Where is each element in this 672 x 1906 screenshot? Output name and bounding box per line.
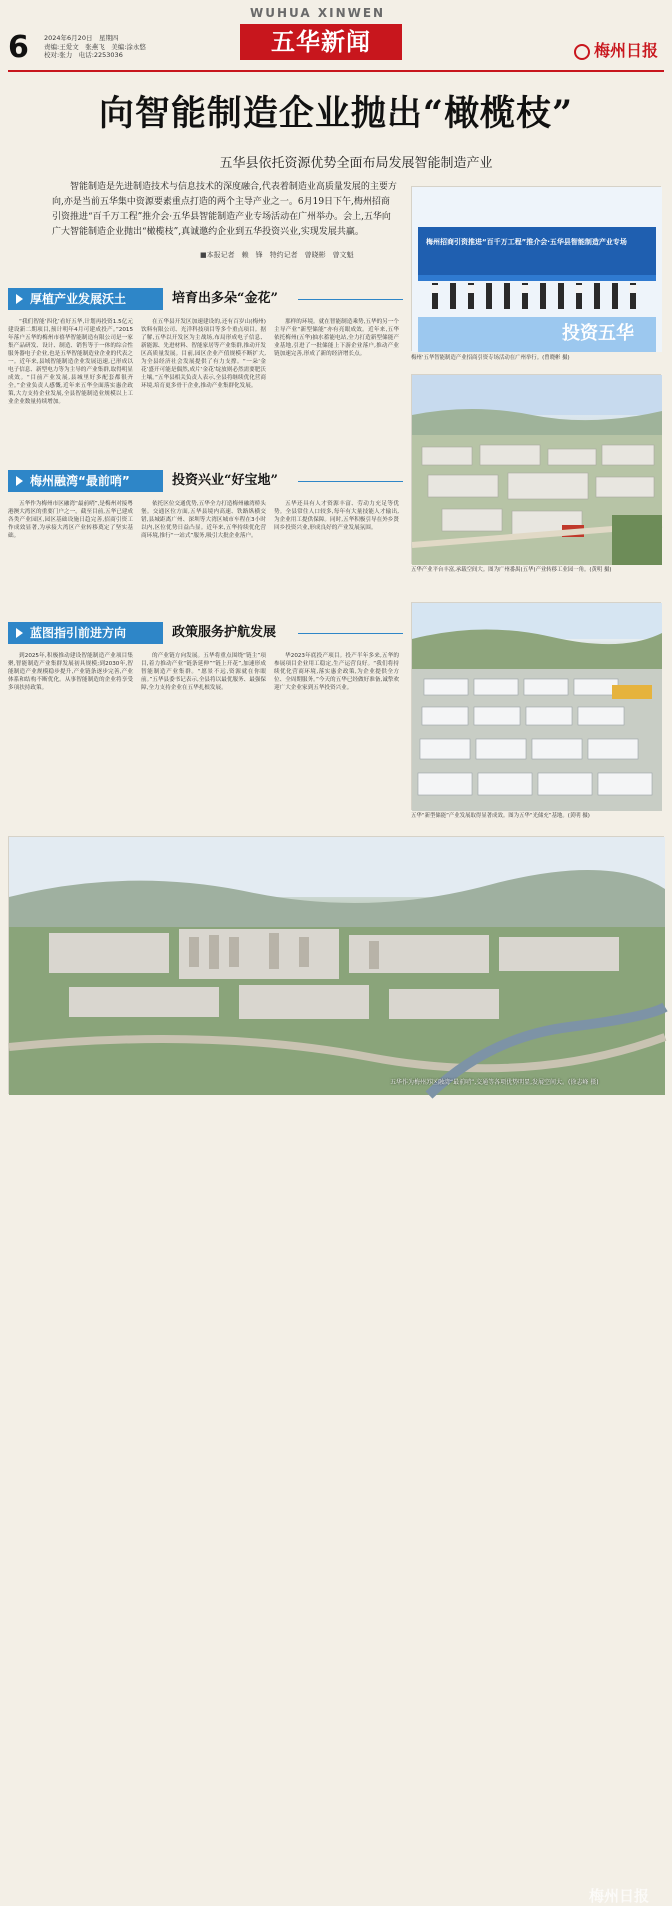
section3-paragraph: 的产业链方向发展。五华将重点围绕“链主”项目,着力推动产业“链条延伸”“链上开花”,加速形成智能制造产业集群。“愿景不远,资源就在你眼前。”五华县委书记表示,全县将以最优服务、最强保障,全力支持企业在五华扎根发展。 bbox=[141, 653, 266, 691]
section2-column-1 bbox=[8, 500, 133, 615]
lead-paragraph: 智能制造是先进制造技术与信息技术的深度融合,代表着制造业高质量发展的主要方向,亦是当前五华集中资源要素重点打造的两个主导产业之一。6月19日下午,梅州招商引资推进“百千万工程”推介会·五华县智能制造产业专场活动在广州举办。会上,五华向广大智能制造企业抛出“橄榄枝”,真诚邀约企业到五华投资兴业,实现发展共赢。 bbox=[52, 182, 397, 237]
section-title: 投资兴业“好宝地” bbox=[172, 473, 278, 488]
section-bar-label: 梅州融湾“最前哨” bbox=[8, 470, 163, 492]
headline: 向智能制造企业抛出“橄榄枝” bbox=[98, 93, 574, 134]
masthead bbox=[0, 0, 672, 72]
section2-column-2 bbox=[141, 500, 266, 615]
industrial-park-illustration bbox=[412, 375, 662, 565]
section3-paragraph: 华2023年底投产项目。投产半年多来,五华的参展项目企业用工稳定,生产运营良好。“我们将持续优化营商环境,落实惠企政策,为企业提供全方位、全周期服务。”今天的五华已经做好准备,诚挚欢迎广大企业家到五华投资兴业。 bbox=[274, 653, 399, 691]
section2-paragraph: 五华作为梅州市区融湾“最前哨”,是梅州对接粤港澳大湾区的重要门户之一。截至目前,五华已建成各类产业园区,园区基础设施日趋完善,招商引资工作成效显著,为承接大湾区产业转移奠定了坚实基础。 bbox=[8, 501, 133, 539]
photo-industrial-park bbox=[411, 374, 661, 564]
photo-caption-bottom: 五华作为梅州苏区融湾“最前哨”,交通等各项优势明显,发展空间大。(徐志峰 摄) bbox=[390, 1079, 599, 1086]
section-header-3 bbox=[8, 622, 403, 644]
section-bar-label: 厚植产业发展沃土 bbox=[8, 288, 163, 310]
section1-paragraph: “我们智能‘四化’看好五华,计划再投资1.5亿元建设新二期项目,预计明年4月可建成投产。”2015年落户五华的梅州市禧华智能制造有限公司是一家集产品研发、设计、制造、销售等于一体的综合性服务器电子企业,也是五华智能制造业企业的代表之一。近年来,县域智能制造企业发展迅速,已形成以电子信息、新型电力等为主导的产业集群,取得明显成效。“目前产业发展,县城里好多配套都很齐全。”企业负责人感慨,近年来五华全面落实惠企政策,大力支持企业发展,全县智能制造业规模以上工业企业数量持续增加。 bbox=[8, 319, 133, 405]
section-header-2 bbox=[8, 470, 403, 492]
section-pinyin: WUHUA XINWEN bbox=[250, 6, 386, 20]
photo-watermark: 梅州日报 bbox=[589, 1887, 650, 1905]
section2-paragraph: 依托区位交通优势,五华全力打造梅州融湾桥头堡。交通区位方面,五华县境内高速、铁路纵横交错,县城距离广州、深圳等大湾区城市车程在3小时以内,区位优势日益凸显。近年来,五华持续优化营商环境,推行“一站式”服务,吸引大批企业落户。 bbox=[141, 501, 266, 539]
newspaper-logo-text: 梅州日报 bbox=[593, 41, 658, 60]
section3-column-1 bbox=[8, 652, 133, 827]
photo-caption-3: 五华“新型储能”产业发展取得显著成效。图为五华“光储充”基地。(黄明 摄) bbox=[411, 813, 590, 819]
edition-meta bbox=[44, 34, 244, 60]
section-rule bbox=[298, 299, 403, 300]
section3-column-2 bbox=[141, 652, 266, 827]
newspaper-logo bbox=[574, 38, 658, 61]
section-title: 政策服务护航发展 bbox=[172, 625, 277, 640]
editor-line: 责编:王爱文 张燕飞 美编:涂永悠 bbox=[44, 42, 146, 51]
photo-caption-1: 梅州‘五华智能制造产业招商引资专场活动在广州举行。(曾晓彬 摄) bbox=[411, 355, 570, 361]
photo-caption-2: 五华产业平台丰富,承载空间大。图为广州番禺(五华)产业转移工业园一角。(黄明 摄) bbox=[411, 567, 612, 573]
energy-storage-illustration bbox=[412, 603, 662, 811]
photo-aerial-city bbox=[8, 836, 664, 1905]
section2-paragraph: 五华还具有人才资源丰富、劳动力充足等优势。全县常住人口较多,每年有大量技能人才输出,为企业用工提供保障。同时,五华积极引导在外乡贤回乡投资兴业,形成良好的产业发展氛围。 bbox=[274, 501, 399, 531]
section1-column-2 bbox=[141, 318, 266, 466]
section-name-banner: 五华新闻 bbox=[240, 24, 402, 60]
section-header-1 bbox=[8, 288, 403, 310]
byline: ■本报记者 赖 锋 特约记者 曾晓彬 曾文魁 bbox=[200, 251, 354, 259]
date-line: 2024年6月20日 星期四 bbox=[44, 34, 119, 42]
section1-column-3 bbox=[274, 318, 399, 466]
section3-paragraph: 到2025年,积极推动建设智能制造产业项目集聚,智能制造产业集群发展初具规模;到2030年,智能制造产业规模稳步提升,产业链条逐步完善,产业体系和结构不断优化。从事智能制造的企业将享受多项扶持政策。 bbox=[8, 653, 133, 691]
section-rule bbox=[298, 633, 403, 634]
header-rule bbox=[8, 70, 664, 72]
section1-paragraph: 那样的环境。就在智能制造乘势,五华的另一个主导产业“新型储能”亦有亮眼成效。近年来,五华依托梅州(五华)抽水蓄能电站,全力打造新型储能产业基地,引进了一批储能上下游企业落户,推动产业链加速完善,形成了新的经济增长点。 bbox=[274, 319, 399, 357]
section-bar-label: 蓝图指引前进方向 bbox=[8, 622, 163, 644]
plum-blossom-icon bbox=[574, 44, 590, 60]
subheadline: 五华县依托资源优势全面布局发展智能制造产业 bbox=[219, 156, 493, 171]
section1-paragraph: 在五华县开发区加速建设的,还有百岁山(梅州)饮料有限公司、光洋科技项目等多个重点项目。据了解,五华以开发区为主战场,布局形成电子信息、新能源、先进材料、智能家居等产业集群,推动开发区高质量发展。目前,园区企业产值规模不断扩大,为全县经济社会发展提供了有力支撑。“一朵‘金花’盛开可能是偶然,成片‘金花’绽放则必然需要肥沃土壤。”五华县相关负责人表示,全县将继续优化营商环境,培育更多骨干企业,推动产业集群化发展。 bbox=[141, 319, 266, 389]
proof-line: 校对:张力 电话:2253036 bbox=[44, 51, 123, 59]
photo-energy-storage bbox=[411, 602, 661, 810]
section-title: 培育出多朵“金花” bbox=[172, 291, 278, 306]
page-number: 6 bbox=[8, 30, 29, 65]
section2-column-3 bbox=[274, 500, 399, 615]
section3-column-3 bbox=[274, 652, 399, 827]
event-banner-text: 梅州招商引资推进“百千万工程”推介会·五华县智能制造产业专场 bbox=[426, 238, 627, 246]
event-banner-slogan: 投资五华 bbox=[562, 323, 634, 344]
section1-column-1 bbox=[8, 318, 133, 466]
photo-promotion-event bbox=[411, 186, 661, 351]
section-rule bbox=[298, 481, 403, 482]
aerial-city-illustration bbox=[9, 837, 665, 1095]
